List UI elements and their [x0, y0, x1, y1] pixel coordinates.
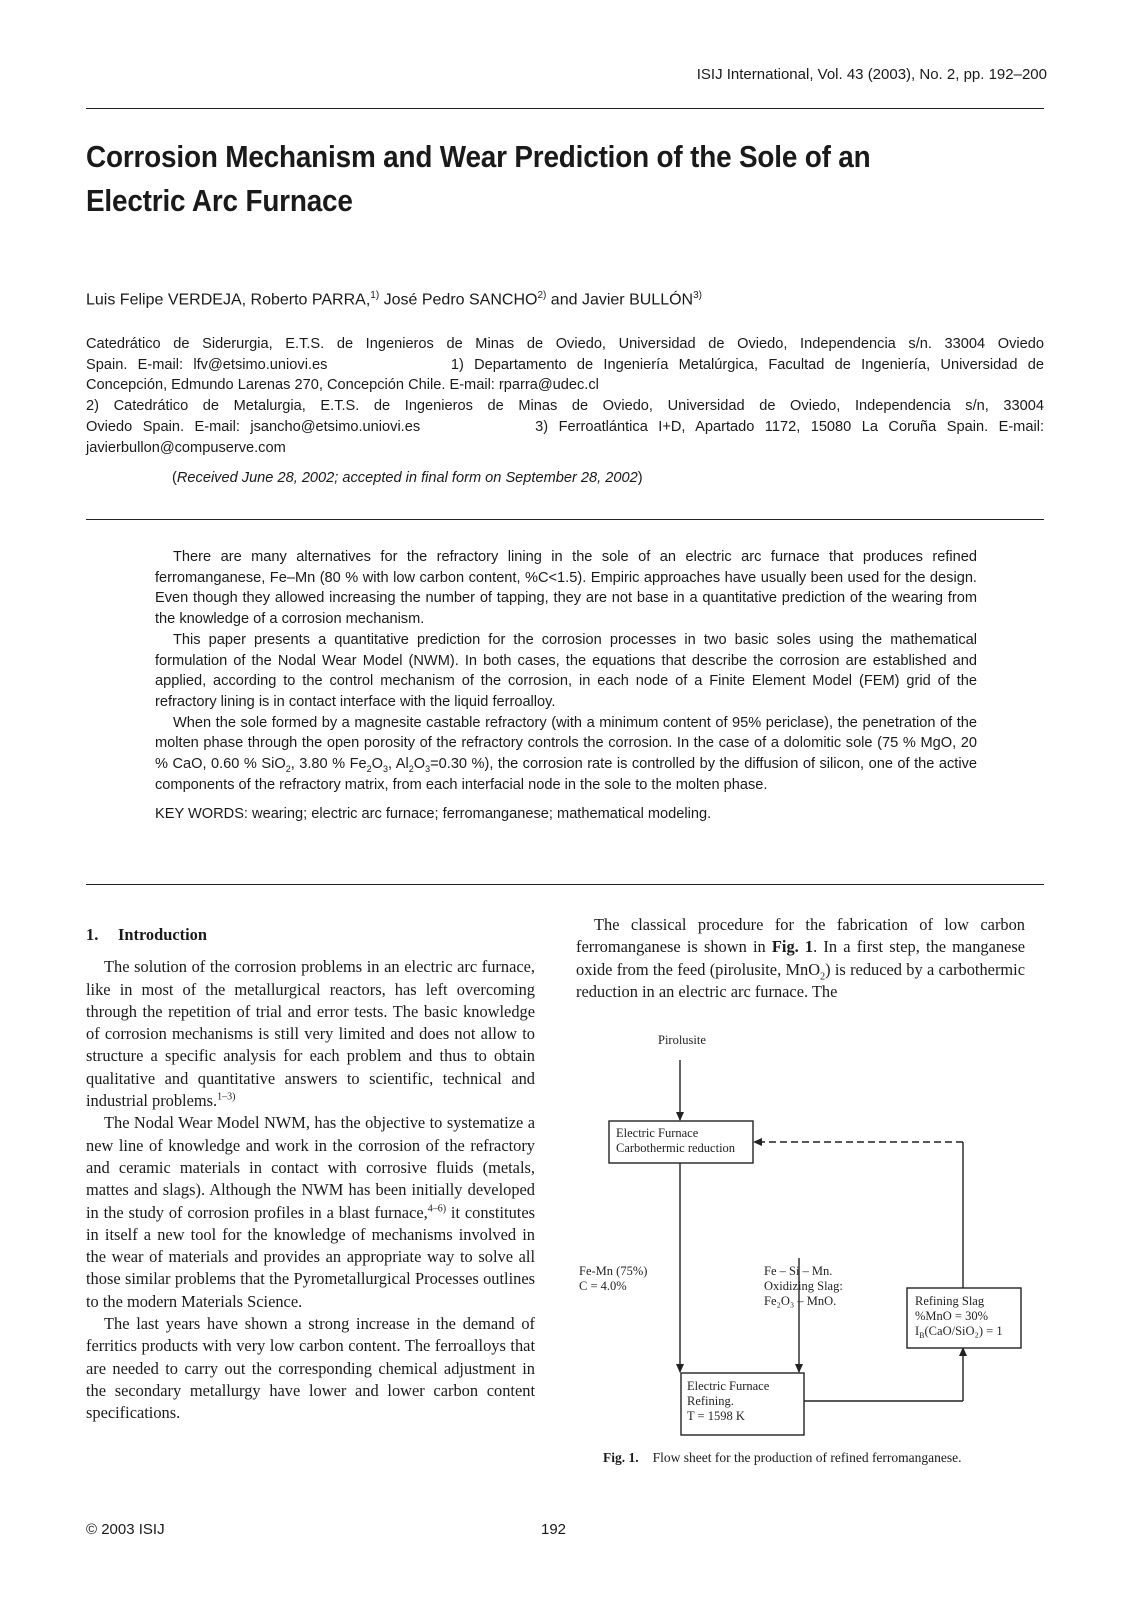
label-slag-line1: Refining Slag [915, 1294, 985, 1308]
figure-caption [603, 1450, 962, 1466]
abstract-paragraph: This paper presents a quantitative prediction for the corrosion processes in two basic soles using the mathematical formulation of the Nodal Wear Model (NWM). In both cases, the equations that describe the corrosion are established and applied, according to the control mechanism of the corrosion, in each node of a Finite Element Model (FEM) grid of the refractory lining is in contact interface with the liquid ferroalloy. [155, 631, 977, 710]
label-femn-line2: C = 4.0% [579, 1279, 627, 1293]
received-text: Received June 28, 2002; accepted in final form on September 28, 2002 [176, 470, 638, 486]
label-oxid-line1: Fe – Si – Mn. [764, 1264, 833, 1278]
abstract-bottom-rule [86, 884, 1044, 885]
body-paragraph: The solution of the corrosion problems in an electric arc furnace, like in most of the metallurgical reactors, has left overcoming through the repetition of trial and error tests. The basic knowledge of corrosion mechanisms is still very limited and does not allow to structure a specific analysis for each problem and thus to obtain qualitative and quantitative answers to scientific, technical and industrial problems.$^{1-3)}$ [86, 957, 535, 1111]
affiliation-line: 2) Catedrático de Metalurgia, E.T.S. de Ingenieros de Minas de Oviedo, Universidad de Oviedo, Independencia s/n, 33004 [86, 398, 1044, 415]
label-furnace1-line2: Carbothermic reduction [616, 1141, 736, 1155]
page-number: 192 [541, 1521, 567, 1538]
section-title: Introduction [118, 925, 207, 944]
section-number: 1. [86, 925, 99, 944]
label-pirolusite: Pirolusite [658, 1033, 706, 1047]
author-3-affil: 3) [693, 290, 702, 301]
affiliation-line: Oviedo Spain. E-mail: jsancho@etsimo.uniovi.es 3) Ferroatlántica I+D, Apartado 1172, 15080 La Coruña Spain. E-mail: [86, 418, 1044, 435]
label-oxid-line3: Fe₂O₃ – MnO. [764, 1294, 837, 1308]
label-slag-line3: $I_B(CaO/SiO_2) = 1$ [915, 1324, 1003, 1340]
section-heading [86, 924, 535, 946]
author-2: José Pedro SANCHO [379, 291, 538, 309]
abstract [155, 547, 977, 825]
flow-sheet-figure [576, 1026, 1036, 1446]
figure-caption-text: Flow sheet for the production of refined ferromanganese. [652, 1450, 962, 1465]
paper-title: Corrosion Mechanism and Wear Prediction of the Sole of an Electric Arc Furnace [86, 139, 871, 218]
figure-label: Fig. 1. [603, 1450, 639, 1465]
author-1: Luis Felipe VERDEJA, Roberto PARRA, [86, 291, 371, 309]
affiliations [86, 334, 1044, 458]
label-furnace2-line1: Electric Furnace [687, 1379, 770, 1393]
body-paragraph: The classical procedure for the fabrication of low carbon ferromanganese is shown in Fig. 1. In a first step, the manganese oxide from the feed (pirolusite, MnO$_2$) is reduced by a carbothermic reduction in an electric arc furnace. The [576, 915, 1025, 1001]
flow-sheet-diagram [576, 1026, 1036, 1446]
label-furnace2-line2: Refining. [687, 1394, 734, 1408]
label-oxid-line2: Oxidizing Slag: [764, 1279, 843, 1293]
author-1-affil: 1) [370, 290, 380, 301]
label-slag-line2: %MnO = 30% [915, 1309, 989, 1323]
affiliation-line: Spain. E-mail: lfv@etsimo.uniovi.es 1) Departamento de Ingeniería Metalúrgica, Facultad de Ingeniería, Universidad de [86, 356, 1044, 373]
right-column [576, 914, 1025, 1003]
received-dates: (Received June 28, 2002; accepted in final form on September 28, 2002) [172, 470, 643, 486]
journal-reference: ISIJ International, Vol. 43 (2003), No. 2, pp. 192–200 [696, 66, 1047, 83]
label-furnace1-line1: Electric Furnace [616, 1126, 699, 1140]
citation: 1–3) [217, 1091, 236, 1103]
body-paragraph: The Nodal Wear Model NWM, has the objective to systematize a new line of knowledge and work in the corrosion of the refractory and ceramic materials in contact with corrosive fluids (metals, mattes and slags). Although the NWM has been initially developed in the study of corrosion profiles in a blast furnace,$^{4-6)}$ it constitutes in itself a new tool for the knowledge of mechanisms involved in the wear of materials and provides an appropriate way to solve all those similar problems that the Pyrometallurgical Processes outlines to the modern Materials Science. [86, 1113, 535, 1311]
citation: 4–6) [427, 1203, 447, 1215]
keywords: KEY WORDS: wearing; electric arc furnace; ferromanganese; mathematical modeling. [155, 806, 712, 823]
affiliation-line: Catedrático de Siderurgia, E.T.S. de Ingenieros de Minas de Oviedo, Universidad de Oviedo, Independencia s/n. 33004 Oviedo [86, 336, 1044, 352]
affiliation-line: javierbullon@compuserve.com [86, 439, 286, 456]
label-furnace2-line3: T = 1598 K [687, 1409, 745, 1423]
abstract-top-rule [86, 519, 1044, 520]
figure-reference: Fig. 1 [771, 937, 814, 957]
header-rule [86, 108, 1044, 109]
left-column [86, 924, 535, 1425]
footer-copyright: © 2003 ISIJ [86, 1521, 165, 1538]
author-3: and Javier BULLÓN [546, 291, 694, 309]
author-list [86, 290, 702, 309]
label-femn-line1: Fe-Mn (75%) [579, 1264, 648, 1278]
author-2-affil: 2) [537, 290, 547, 301]
affiliation-line: Concepción, Edmundo Larenas 270, Concepción Chile. E-mail: rparra@udec.cl [86, 377, 599, 394]
body-paragraph: The last years have shown a strong increase in the demand of ferritics products with very low carbon content. The ferroalloys that are needed to carry out the corresponding chemical adjustment in the secondary metallurgy have lower and lower carbon content specifications. [86, 1314, 535, 1423]
abstract-paragraph: When the sole formed by a magnesite castable refractory (with a minimum content of 95% periclase), the penetration of the molten phase through the open porosity of the refractory controls the corrosion. In the case of a dolomitic sole (75 % MgO, 20 % CaO, 0.60 % SiO$_2$, 3.80 % $Fe_2O_3$, $Al_2O_3=0.30$ %), the corrosion rate is controlled by the diffusion of silicon, one of the active components of the refractory matrix, from each interfacial node in the sole to the molten phase. [155, 714, 977, 793]
abstract-paragraph: There are many alternatives for the refractory lining in the sole of an electric arc furnace that produces refined ferromanganese, Fe–Mn (80 % with low carbon content, %C<1.5). Empiric approaches have usually been used for the design. Even though they allowed increasing the number of tapping, they are not base in a quantitative prediction of the wearing from the knowledge of a corrosion mechanism. [155, 549, 977, 628]
